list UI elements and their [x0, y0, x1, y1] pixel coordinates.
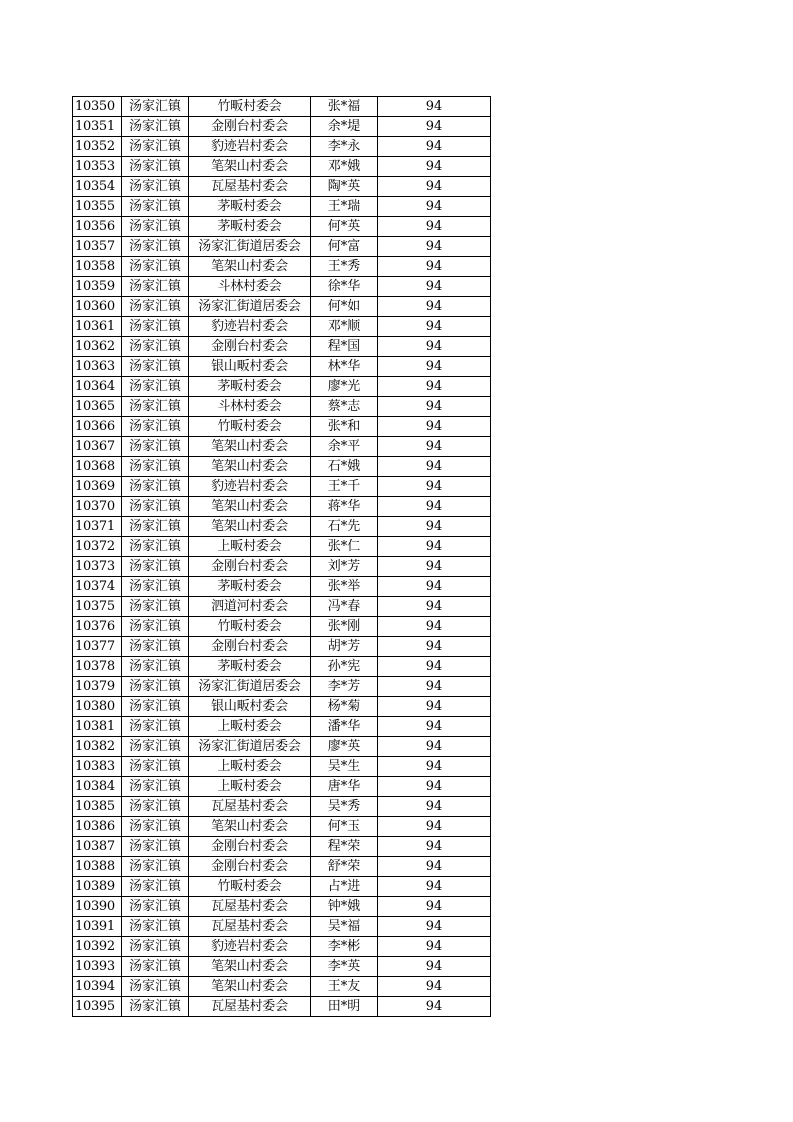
cell-name: 胡*芳: [311, 637, 378, 657]
cell-name: 潘*华: [311, 717, 378, 737]
cell-name: 李*芳: [311, 677, 378, 697]
cell-id: 10393: [73, 957, 122, 977]
cell-name: 蒋*华: [311, 497, 378, 517]
cell-score: 94: [378, 697, 491, 717]
cell-name: 王*瑞: [311, 197, 378, 217]
cell-score: 94: [378, 837, 491, 857]
cell-name: 邓*顺: [311, 317, 378, 337]
cell-score: 94: [378, 117, 491, 137]
cell-score: 94: [378, 357, 491, 377]
table-row: [73, 517, 491, 537]
cell-town: 汤家汇镇: [122, 117, 189, 137]
cell-id: 10368: [73, 457, 122, 477]
cell-town: 汤家汇镇: [122, 197, 189, 217]
cell-town: 汤家汇镇: [122, 397, 189, 417]
cell-score: 94: [378, 177, 491, 197]
table-row: [73, 497, 491, 517]
cell-name: 刘*芳: [311, 557, 378, 577]
cell-village: 竹畈村委会: [189, 97, 311, 117]
table-row: [73, 877, 491, 897]
cell-score: 94: [378, 537, 491, 557]
cell-id: 10384: [73, 777, 122, 797]
cell-village: 上畈村委会: [189, 777, 311, 797]
cell-village: 上畈村委会: [189, 537, 311, 557]
cell-score: 94: [378, 557, 491, 577]
cell-village: 竹畈村委会: [189, 617, 311, 637]
cell-id: 10395: [73, 997, 122, 1017]
cell-score: 94: [378, 817, 491, 837]
cell-village: 笔架山村委会: [189, 437, 311, 457]
table-row: [73, 837, 491, 857]
cell-score: 94: [378, 317, 491, 337]
cell-name: 邓*娥: [311, 157, 378, 177]
cell-name: 李*英: [311, 957, 378, 977]
cell-id: 10353: [73, 157, 122, 177]
cell-village: 竹畈村委会: [189, 417, 311, 437]
table-row: [73, 637, 491, 657]
cell-id: 10381: [73, 717, 122, 737]
cell-name: 林*华: [311, 357, 378, 377]
table-row: [73, 917, 491, 937]
cell-id: 10369: [73, 477, 122, 497]
cell-town: 汤家汇镇: [122, 437, 189, 457]
cell-village: 金刚台村委会: [189, 117, 311, 137]
cell-town: 汤家汇镇: [122, 617, 189, 637]
cell-town: 汤家汇镇: [122, 957, 189, 977]
cell-village: 汤家汇街道居委会: [189, 297, 311, 317]
cell-id: 10351: [73, 117, 122, 137]
cell-score: 94: [378, 717, 491, 737]
cell-score: 94: [378, 597, 491, 617]
table-row: [73, 717, 491, 737]
cell-name: 李*永: [311, 137, 378, 157]
cell-id: 10378: [73, 657, 122, 677]
cell-village: 瓦屋基村委会: [189, 997, 311, 1017]
cell-village: 金刚台村委会: [189, 837, 311, 857]
cell-village: 茅畈村委会: [189, 657, 311, 677]
cell-village: 笔架山村委会: [189, 257, 311, 277]
cell-village: 汤家汇街道居委会: [189, 237, 311, 257]
cell-village: 汤家汇街道居委会: [189, 677, 311, 697]
cell-id: 10359: [73, 277, 122, 297]
cell-score: 94: [378, 277, 491, 297]
cell-score: 94: [378, 457, 491, 477]
table-row: [73, 797, 491, 817]
cell-name: 孙*宪: [311, 657, 378, 677]
table-row: [73, 737, 491, 757]
cell-name: 吴*生: [311, 757, 378, 777]
cell-id: 10364: [73, 377, 122, 397]
table-row: [73, 177, 491, 197]
table-row: [73, 317, 491, 337]
table-row: [73, 977, 491, 997]
cell-town: 汤家汇镇: [122, 557, 189, 577]
cell-id: 10355: [73, 197, 122, 217]
cell-town: 汤家汇镇: [122, 277, 189, 297]
cell-town: 汤家汇镇: [122, 897, 189, 917]
cell-id: 10361: [73, 317, 122, 337]
cell-score: 94: [378, 337, 491, 357]
cell-village: 泗道河村委会: [189, 597, 311, 617]
cell-village: 茅畈村委会: [189, 577, 311, 597]
cell-score: 94: [378, 857, 491, 877]
cell-id: 10380: [73, 697, 122, 717]
cell-score: 94: [378, 577, 491, 597]
cell-score: 94: [378, 997, 491, 1017]
cell-village: 茅畈村委会: [189, 217, 311, 237]
table-row: [73, 297, 491, 317]
table-row: [73, 457, 491, 477]
cell-village: 笔架山村委会: [189, 517, 311, 537]
cell-score: 94: [378, 297, 491, 317]
cell-town: 汤家汇镇: [122, 457, 189, 477]
table-row: [73, 277, 491, 297]
cell-name: 吴*福: [311, 917, 378, 937]
cell-town: 汤家汇镇: [122, 877, 189, 897]
table-row: [73, 357, 491, 377]
cell-town: 汤家汇镇: [122, 217, 189, 237]
cell-id: 10363: [73, 357, 122, 377]
cell-score: 94: [378, 397, 491, 417]
cell-score: 94: [378, 617, 491, 637]
cell-town: 汤家汇镇: [122, 637, 189, 657]
cell-town: 汤家汇镇: [122, 757, 189, 777]
table-row: [73, 537, 491, 557]
table-row: [73, 157, 491, 177]
table-row: [73, 697, 491, 717]
cell-id: 10392: [73, 937, 122, 957]
cell-id: 10365: [73, 397, 122, 417]
cell-id: 10367: [73, 437, 122, 457]
table-row: [73, 777, 491, 797]
cell-score: 94: [378, 377, 491, 397]
cell-score: 94: [378, 437, 491, 457]
cell-id: 10350: [73, 97, 122, 117]
cell-town: 汤家汇镇: [122, 997, 189, 1017]
cell-town: 汤家汇镇: [122, 517, 189, 537]
cell-score: 94: [378, 977, 491, 997]
cell-name: 舒*荣: [311, 857, 378, 877]
cell-name: 蔡*志: [311, 397, 378, 417]
cell-id: 10374: [73, 577, 122, 597]
cell-town: 汤家汇镇: [122, 797, 189, 817]
cell-name: 钟*娥: [311, 897, 378, 917]
cell-town: 汤家汇镇: [122, 817, 189, 837]
cell-id: 10371: [73, 517, 122, 537]
cell-id: 10360: [73, 297, 122, 317]
table-row: [73, 477, 491, 497]
table-row: [73, 657, 491, 677]
cell-id: 10386: [73, 817, 122, 837]
cell-name: 王*友: [311, 977, 378, 997]
cell-name: 冯*春: [311, 597, 378, 617]
table-row: [73, 237, 491, 257]
cell-town: 汤家汇镇: [122, 597, 189, 617]
cell-name: 唐*华: [311, 777, 378, 797]
table-row: [73, 397, 491, 417]
table-row: [73, 857, 491, 877]
cell-town: 汤家汇镇: [122, 477, 189, 497]
cell-town: 汤家汇镇: [122, 137, 189, 157]
cell-name: 廖*光: [311, 377, 378, 397]
cell-id: 10370: [73, 497, 122, 517]
cell-id: 10391: [73, 917, 122, 937]
cell-id: 10354: [73, 177, 122, 197]
cell-village: 上畈村委会: [189, 757, 311, 777]
table-row: [73, 197, 491, 217]
cell-town: 汤家汇镇: [122, 237, 189, 257]
cell-id: 10358: [73, 257, 122, 277]
cell-score: 94: [378, 937, 491, 957]
cell-name: 何*玉: [311, 817, 378, 837]
cell-village: 笔架山村委会: [189, 957, 311, 977]
cell-score: 94: [378, 257, 491, 277]
cell-score: 94: [378, 517, 491, 537]
cell-id: 10376: [73, 617, 122, 637]
cell-village: 金刚台村委会: [189, 637, 311, 657]
data-table: [72, 96, 491, 1017]
table-row: [73, 597, 491, 617]
cell-id: 10357: [73, 237, 122, 257]
cell-town: 汤家汇镇: [122, 717, 189, 737]
cell-name: 何*如: [311, 297, 378, 317]
cell-id: 10382: [73, 737, 122, 757]
cell-town: 汤家汇镇: [122, 937, 189, 957]
table-row: [73, 677, 491, 697]
cell-name: 石*娥: [311, 457, 378, 477]
cell-name: 吴*秀: [311, 797, 378, 817]
cell-id: 10373: [73, 557, 122, 577]
table-row: [73, 97, 491, 117]
cell-village: 斗林村委会: [189, 397, 311, 417]
cell-score: 94: [378, 777, 491, 797]
cell-score: 94: [378, 217, 491, 237]
cell-name: 张*福: [311, 97, 378, 117]
cell-id: 10362: [73, 337, 122, 357]
cell-town: 汤家汇镇: [122, 417, 189, 437]
table-row: [73, 337, 491, 357]
cell-score: 94: [378, 797, 491, 817]
cell-town: 汤家汇镇: [122, 537, 189, 557]
cell-village: 豹迹岩村委会: [189, 937, 311, 957]
table-row: [73, 217, 491, 237]
table-row: [73, 437, 491, 457]
cell-score: 94: [378, 637, 491, 657]
table-body: [73, 97, 491, 1017]
cell-name: 张*仁: [311, 537, 378, 557]
cell-name: 余*堤: [311, 117, 378, 137]
cell-score: 94: [378, 417, 491, 437]
cell-village: 金刚台村委会: [189, 337, 311, 357]
cell-town: 汤家汇镇: [122, 917, 189, 937]
cell-name: 徐*华: [311, 277, 378, 297]
cell-village: 瓦屋基村委会: [189, 917, 311, 937]
cell-score: 94: [378, 897, 491, 917]
cell-id: 10390: [73, 897, 122, 917]
cell-name: 何*富: [311, 237, 378, 257]
cell-score: 94: [378, 917, 491, 937]
cell-score: 94: [378, 657, 491, 677]
cell-village: 笔架山村委会: [189, 497, 311, 517]
cell-town: 汤家汇镇: [122, 657, 189, 677]
cell-town: 汤家汇镇: [122, 777, 189, 797]
cell-town: 汤家汇镇: [122, 697, 189, 717]
cell-id: 10389: [73, 877, 122, 897]
cell-score: 94: [378, 157, 491, 177]
cell-name: 陶*英: [311, 177, 378, 197]
cell-score: 94: [378, 197, 491, 217]
cell-id: 10388: [73, 857, 122, 877]
cell-id: 10383: [73, 757, 122, 777]
table-row: [73, 957, 491, 977]
table-row: [73, 997, 491, 1017]
cell-score: 94: [378, 737, 491, 757]
cell-village: 豹迹岩村委会: [189, 317, 311, 337]
cell-name: 张*刚: [311, 617, 378, 637]
cell-id: 10379: [73, 677, 122, 697]
cell-village: 瓦屋基村委会: [189, 177, 311, 197]
cell-town: 汤家汇镇: [122, 257, 189, 277]
cell-name: 杨*菊: [311, 697, 378, 717]
table-row: [73, 897, 491, 917]
cell-town: 汤家汇镇: [122, 677, 189, 697]
table-row: [73, 557, 491, 577]
table-row: [73, 937, 491, 957]
cell-id: 10372: [73, 537, 122, 557]
cell-id: 10387: [73, 837, 122, 857]
cell-town: 汤家汇镇: [122, 177, 189, 197]
cell-id: 10352: [73, 137, 122, 157]
cell-id: 10394: [73, 977, 122, 997]
table-row: [73, 757, 491, 777]
cell-village: 竹畈村委会: [189, 877, 311, 897]
table-row: [73, 417, 491, 437]
cell-town: 汤家汇镇: [122, 497, 189, 517]
cell-village: 银山畈村委会: [189, 357, 311, 377]
cell-name: 廖*英: [311, 737, 378, 757]
table-row: [73, 617, 491, 637]
cell-name: 余*平: [311, 437, 378, 457]
cell-name: 王*秀: [311, 257, 378, 277]
cell-score: 94: [378, 97, 491, 117]
cell-score: 94: [378, 477, 491, 497]
cell-id: 10377: [73, 637, 122, 657]
table-row: [73, 257, 491, 277]
cell-town: 汤家汇镇: [122, 857, 189, 877]
cell-id: 10385: [73, 797, 122, 817]
cell-town: 汤家汇镇: [122, 577, 189, 597]
cell-score: 94: [378, 497, 491, 517]
cell-id: 10356: [73, 217, 122, 237]
cell-town: 汤家汇镇: [122, 317, 189, 337]
cell-village: 上畈村委会: [189, 717, 311, 737]
cell-village: 银山畈村委会: [189, 697, 311, 717]
table-row: [73, 117, 491, 137]
cell-village: 豹迹岩村委会: [189, 137, 311, 157]
cell-village: 笔架山村委会: [189, 977, 311, 997]
table-row: [73, 817, 491, 837]
cell-village: 汤家汇街道居委会: [189, 737, 311, 757]
table-row: [73, 137, 491, 157]
cell-village: 金刚台村委会: [189, 857, 311, 877]
cell-name: 何*英: [311, 217, 378, 237]
cell-town: 汤家汇镇: [122, 157, 189, 177]
cell-village: 茅畈村委会: [189, 377, 311, 397]
cell-village: 笔架山村委会: [189, 817, 311, 837]
cell-id: 10366: [73, 417, 122, 437]
cell-village: 瓦屋基村委会: [189, 797, 311, 817]
cell-village: 瓦屋基村委会: [189, 897, 311, 917]
cell-score: 94: [378, 237, 491, 257]
cell-town: 汤家汇镇: [122, 737, 189, 757]
cell-town: 汤家汇镇: [122, 357, 189, 377]
cell-score: 94: [378, 877, 491, 897]
cell-village: 斗林村委会: [189, 277, 311, 297]
cell-name: 占*进: [311, 877, 378, 897]
cell-score: 94: [378, 957, 491, 977]
cell-name: 李*彬: [311, 937, 378, 957]
cell-name: 石*先: [311, 517, 378, 537]
cell-score: 94: [378, 757, 491, 777]
cell-village: 茅畈村委会: [189, 197, 311, 217]
cell-id: 10375: [73, 597, 122, 617]
cell-town: 汤家汇镇: [122, 837, 189, 857]
cell-name: 程*国: [311, 337, 378, 357]
cell-village: 笔架山村委会: [189, 157, 311, 177]
cell-town: 汤家汇镇: [122, 377, 189, 397]
cell-name: 张*举: [311, 577, 378, 597]
cell-score: 94: [378, 137, 491, 157]
cell-town: 汤家汇镇: [122, 97, 189, 117]
cell-village: 豹迹岩村委会: [189, 477, 311, 497]
cell-town: 汤家汇镇: [122, 977, 189, 997]
cell-village: 笔架山村委会: [189, 457, 311, 477]
cell-name: 张*和: [311, 417, 378, 437]
cell-village: 金刚台村委会: [189, 557, 311, 577]
cell-town: 汤家汇镇: [122, 337, 189, 357]
cell-name: 田*明: [311, 997, 378, 1017]
table-row: [73, 377, 491, 397]
cell-name: 王*千: [311, 477, 378, 497]
cell-town: 汤家汇镇: [122, 297, 189, 317]
cell-name: 程*荣: [311, 837, 378, 857]
cell-score: 94: [378, 677, 491, 697]
table-row: [73, 577, 491, 597]
